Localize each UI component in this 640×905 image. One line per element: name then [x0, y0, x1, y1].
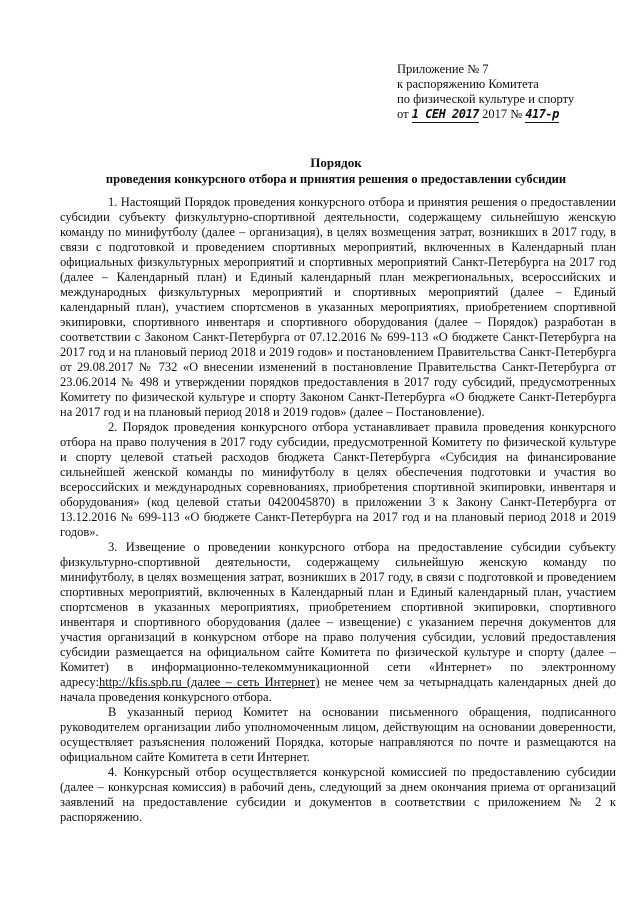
- paragraph-4: В указанный период Комитет на основании письменного обращения, подписанного руководителем организации либо уполномоченным лицом, действующим на основании доверенности, осуществляет разъяснения положений Порядка, которые направляются по почте и размещаются на официальном сайте Комитета в сети Интернет.: [60, 705, 616, 764]
- date-year: 2017 №: [482, 107, 523, 121]
- appendix-header: [397, 62, 637, 123]
- page-subtitle: проведения конкурсного отбора и принятия решения о предоставлении субсидии: [105, 172, 567, 186]
- website-link[interactable]: http://kfis.spb.ru (далее – сеть Интернет): [98, 675, 320, 689]
- handwritten-date: 1 СЕН 2017: [411, 107, 479, 121]
- date-prefix: от: [397, 107, 409, 121]
- paragraph-3-tail: не менее чем за четырнадцать календарных дней до начала проведения конкурсного отбора.: [60, 675, 616, 704]
- paragraph-3-text: 3. Извещение о проведении конкурсного отбора на предоставление субсидии субъекту физкультурно-спортивной деятельности, содержащему сильнейшую женскую команду по минифутболу, в целях возмещения затрат, возникших в 2017 году, в связи с подготовкой и проведением спортивных мероприятий, включенных в Календарный план и Единый календарный план, участием спортсменов в указанных мероприятиях, приобретением спортивной экипировки, спортивного инвентаря и спортивного оборудования (далее – извещение) с указанием перечня документов для участия организаций в конкурсном отборе на право получения субсидии, условий предоставления субсидии размещается на официальном сайте Комитета по физической культуре и спорту (далее – Комитет) в информационно-телекоммуникационной сети «Интернет» по электронному адресу:: [60, 540, 616, 689]
- paragraph-2: 2. Порядок проведения конкурсного отбора устанавливает правила проведения конкурсного отбора на право получения в 2017 году субсидии, предусмотренной Комитету по физической культуре и спорту целевой статьей расходов бюджета Санкт-Петербурга «Субсидия на финансирование сильнейшей женской команды по минифутболу в целях обеспечения подготовки и участия во всероссийских и международных соревнованиях, приобретения спортивной экипировки, инвентаря и оборудования» (код целевой статьи 0420045870) в приложении 3 к Закону Санкт-Петербурга от 13.12.2016 № 699-113 «О бюджете Санкт-Петербурга на 2017 год и на плановый период 2018 и 2019 годов».: [60, 420, 616, 539]
- appendix-order-ref: к распоряжению Комитета: [397, 77, 539, 91]
- paragraph-3: [60, 540, 616, 705]
- appendix-committee: по физической культуре и спорту: [397, 92, 575, 106]
- title-block: [56, 155, 616, 187]
- handwritten-number: 417-р: [525, 107, 559, 121]
- page-title: Порядок: [310, 155, 362, 170]
- document-body: [60, 195, 616, 825]
- paragraph-5: 4. Конкурсный отбор осуществляется конкурсной комиссией по предоставлению субсидии (далее – конкурсная комиссия) в рабочий день, следующий за днем окончания приема от организаций заявлений на предоставление субсидии и документов в соответствии с приложением № 2 к распоряжению.: [60, 765, 616, 824]
- paragraph-1: 1. Настоящий Порядок проведения конкурсного отбора и принятия решения о предоставлении субсидии субъекту физкультурно-спортивной деятельности, содержащему сильнейшую женскую команду по минифутболу (далее – организация), в целях возмещения затрат, возникших в 2017 году, в связи с подготовкой и проведением спортивных мероприятий, включенных в Календарный план официальных физкультурных мероприятий и спортивных мероприятий Санкт-Петербурга на 2017 год (далее – Календарный план) и Единый календарный план межрегиональных, всероссийских и международных физкультурных мероприятий и спортивных мероприятий (далее – Единый календарный план), участием спортсменов в указанных мероприятиях, приобретением спортивной экипировки, спортивного инвентаря и спортивного оборудования (далее – Порядок) разработан в соответствии с Законом Санкт-Петербурга от 07.12.2016 № 699-113 «О бюджете Санкт-Петербурга на 2017 год и на плановый период 2018 и 2019 годов» и постановлением Правительства Санкт-Петербурга от 29.08.2017 № 732 «О внесении изменений в постановление Правительства Санкт-Петербурга от 23.06.2014 № 498 и утверждении порядков предоставления в 2017 году субсидий, предусмотренных Комитету по физической культуре и спорту Законом Санкт-Петербурга «О бюджете Санкт-Петербурга на 2017 год и на плановый период 2018 и 2019 годов» (далее – Постановление).: [60, 195, 616, 419]
- appendix-date-line: [397, 107, 637, 123]
- appendix-number: Приложение № 7: [397, 62, 489, 76]
